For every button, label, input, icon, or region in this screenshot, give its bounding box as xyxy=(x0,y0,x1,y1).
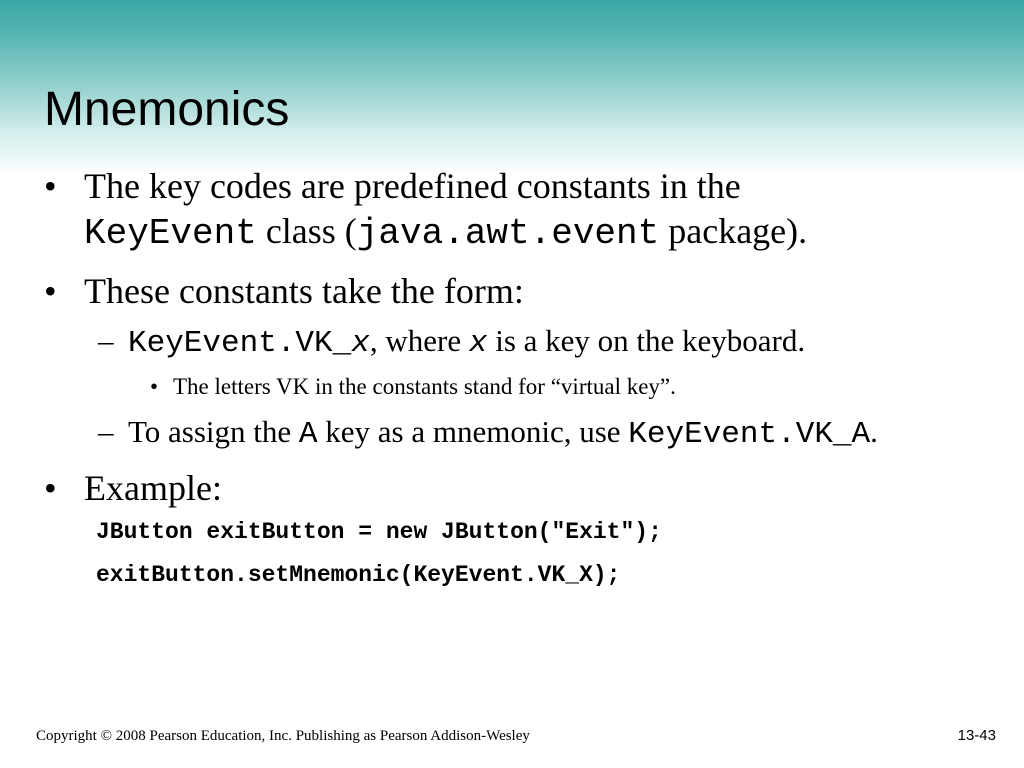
sub-bullet-text: To assign the xyxy=(128,414,299,449)
code-var-x: x xyxy=(351,326,370,361)
sub-bullet-marker: – xyxy=(98,414,114,449)
code-package: java.awt.event xyxy=(356,213,660,254)
sub-sub-bullet-text: The letters VK in the constants stand for “virtual key”. xyxy=(173,374,676,399)
sub-sub-bullet-marker: • xyxy=(150,374,159,399)
bullet-marker: • xyxy=(44,468,57,508)
code-keyevent-vk: KeyEvent.VK_ xyxy=(128,326,352,361)
sub-bullet-marker: – xyxy=(98,323,114,358)
sub-bullet-vk-form xyxy=(128,322,805,363)
bullet-key-codes-line2 xyxy=(84,209,807,256)
code-keyevent-vk-a: KeyEvent.VK_A xyxy=(628,417,871,452)
bullet-text: Example: xyxy=(84,468,222,508)
bullet-text: package). xyxy=(659,211,808,251)
sub-sub-bullet-virtual-key xyxy=(173,373,676,401)
bullet-example xyxy=(84,466,222,510)
footer-copyright: Copyright © 2008 Pearson Education, Inc. Publishing as Pearson Addison-Wesley xyxy=(36,728,530,744)
slide-title: Mnemonics xyxy=(44,83,290,136)
bullet-text: These constants take the form: xyxy=(84,271,524,311)
code-a: A xyxy=(298,417,318,452)
sub-bullet-text: key as a mnemonic, use xyxy=(317,414,629,449)
bullet-marker: • xyxy=(44,166,57,206)
code-var-x: x xyxy=(468,326,488,361)
code-line-2: exitButton.setMnemonic(KeyEvent.VK_X); xyxy=(96,562,621,588)
bullet-text: The key codes are predefined constants in the xyxy=(84,166,741,206)
bullet-text: class ( xyxy=(256,211,357,251)
bullet-constants-form xyxy=(84,269,524,313)
sub-bullet-text: is a key on the keyboard. xyxy=(487,323,806,358)
slide-number: 13-43 xyxy=(957,727,996,744)
sub-bullet-text: . xyxy=(870,414,878,449)
bullet-marker: • xyxy=(44,271,57,311)
code-keyevent: KeyEvent xyxy=(84,213,257,254)
sub-bullet-text: , where xyxy=(369,323,469,358)
bullet-key-codes-line1 xyxy=(84,164,741,208)
code-line-1: JButton exitButton = new JButton("Exit"); xyxy=(96,519,662,545)
sub-bullet-assign-mnemonic xyxy=(128,413,878,454)
